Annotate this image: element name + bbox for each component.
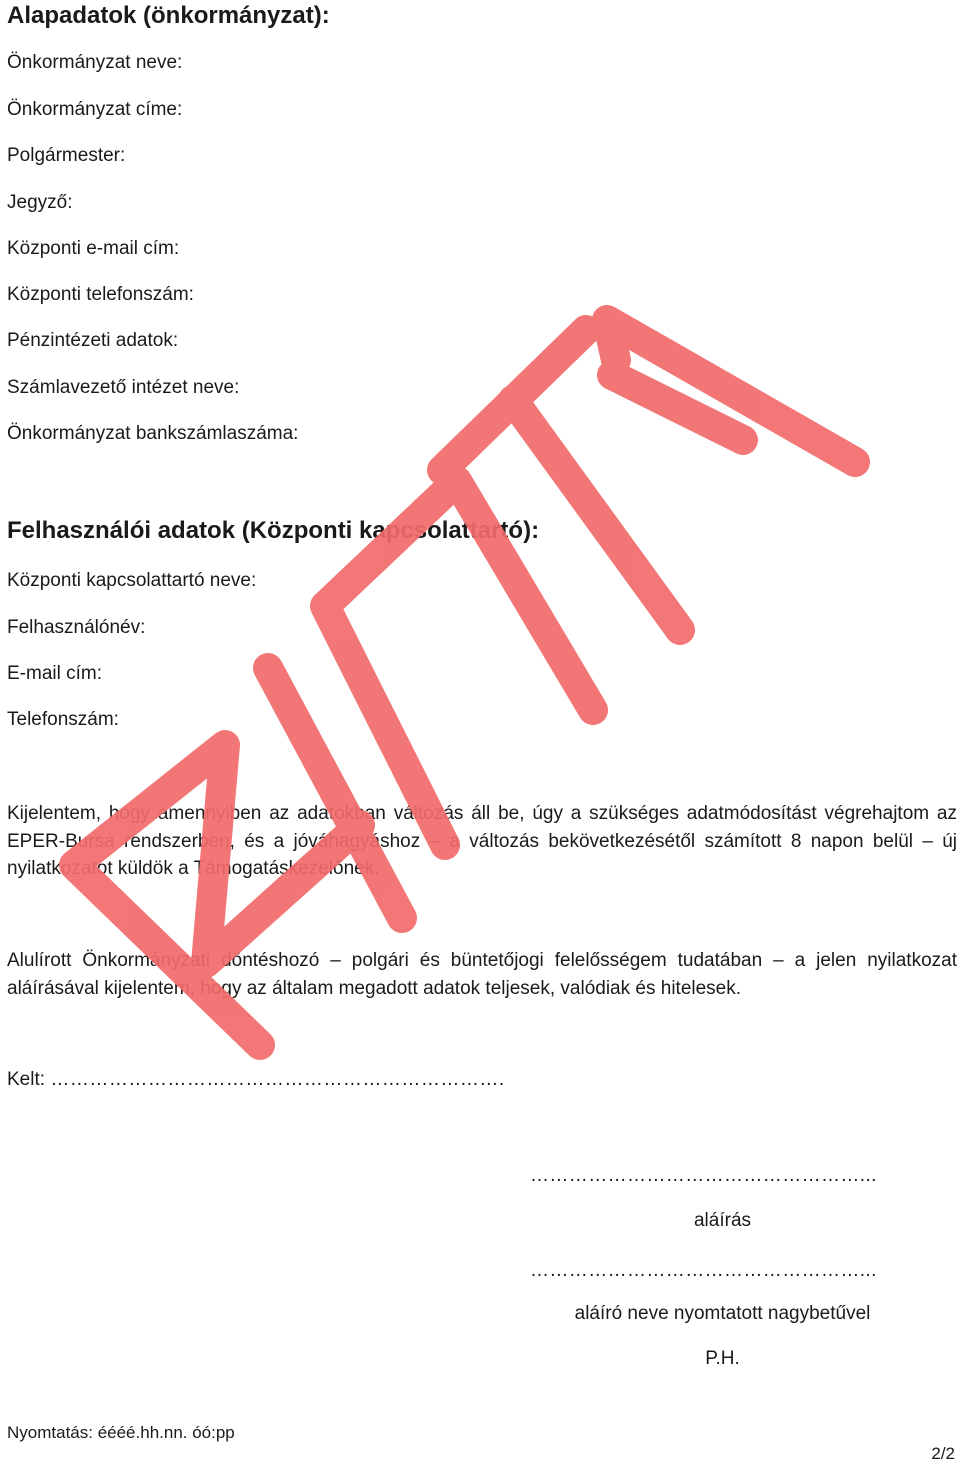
declaration-paragraph-change: Kijelentem, hogy amennyiben az adatokban változás áll be, úgy a szükséges adatmódosítást végrehajtom az EPER-Bursa rendszerben, és a jóváhagyáshoz – a változás bekövetkezésétől számított 8 napon belül – új nyilatkozatot küldök a Támogatáskezelőnek. [7,803,957,879]
declaration-paragraph-responsibility: Alulírott Önkormányzati döntéshozó – polgári és büntetőjogi felelősségem tudatában – a jelen nyilatkozat aláírásával kijelentem, hogy az általam megadott adatok teljesek, valódiak és hitelesek. [7,950,957,999]
date-dots: ……………………………………………………………. [50,1069,505,1090]
field-label-szamlavezeto-intezet: Számlavezető intézet neve: [7,377,240,398]
printed-name-label: aláíró neve nyomtatott nagybetűvel [574,1303,871,1324]
field-label-kapcsolattarto-neve: Központi kapcsolattartó neve: [7,570,257,591]
date-label: Kelt: [7,1069,46,1090]
signature-dotted-line: ……………………………………………... [530,1166,877,1186]
date-line [7,1069,505,1091]
field-label-polgarmester: Polgármester: [7,145,126,166]
stamp-label: P.H. [705,1348,740,1369]
section-title-alapadatok: Alapadatok (önkormányzat): [7,2,330,29]
section-title-felhasznaloi-adatok: Felhasználói adatok (Központi kapcsolattartó): [7,517,540,544]
field-label-onkormanyzat-neve: Önkormányzat neve: [7,52,183,73]
signature-label: aláírás [693,1210,752,1231]
field-label-email: E-mail cím: [7,663,102,684]
field-label-telefonszam: Telefonszám: [7,709,119,730]
print-timestamp: Nyomtatás: éééé.hh.nn. óó:pp [7,1423,235,1442]
printed-name-dotted-line: ……………………………………………... [530,1261,877,1281]
field-label-bankszamlaszam: Önkormányzat bankszámlaszáma: [7,423,299,444]
watermark-letter-a-bar [612,375,743,440]
field-label-onkormanyzat-cime: Önkormányzat címe: [7,99,183,120]
field-label-felhasznalonev: Felhasználónév: [7,617,146,638]
field-label-penzintezeti-adatok: Pénzintézeti adatok: [7,330,179,351]
page-number: 2/2 [931,1444,955,1463]
field-label-jegyzo: Jegyző: [7,192,73,213]
watermark-letter-t-top [442,330,586,470]
watermark-letter-a [607,320,855,462]
watermark-letter-t-stem [513,400,680,630]
field-label-kozponti-telefonszam: Központi telefonszám: [7,284,194,305]
field-label-kozponti-email: Központi e-mail cím: [7,238,180,259]
